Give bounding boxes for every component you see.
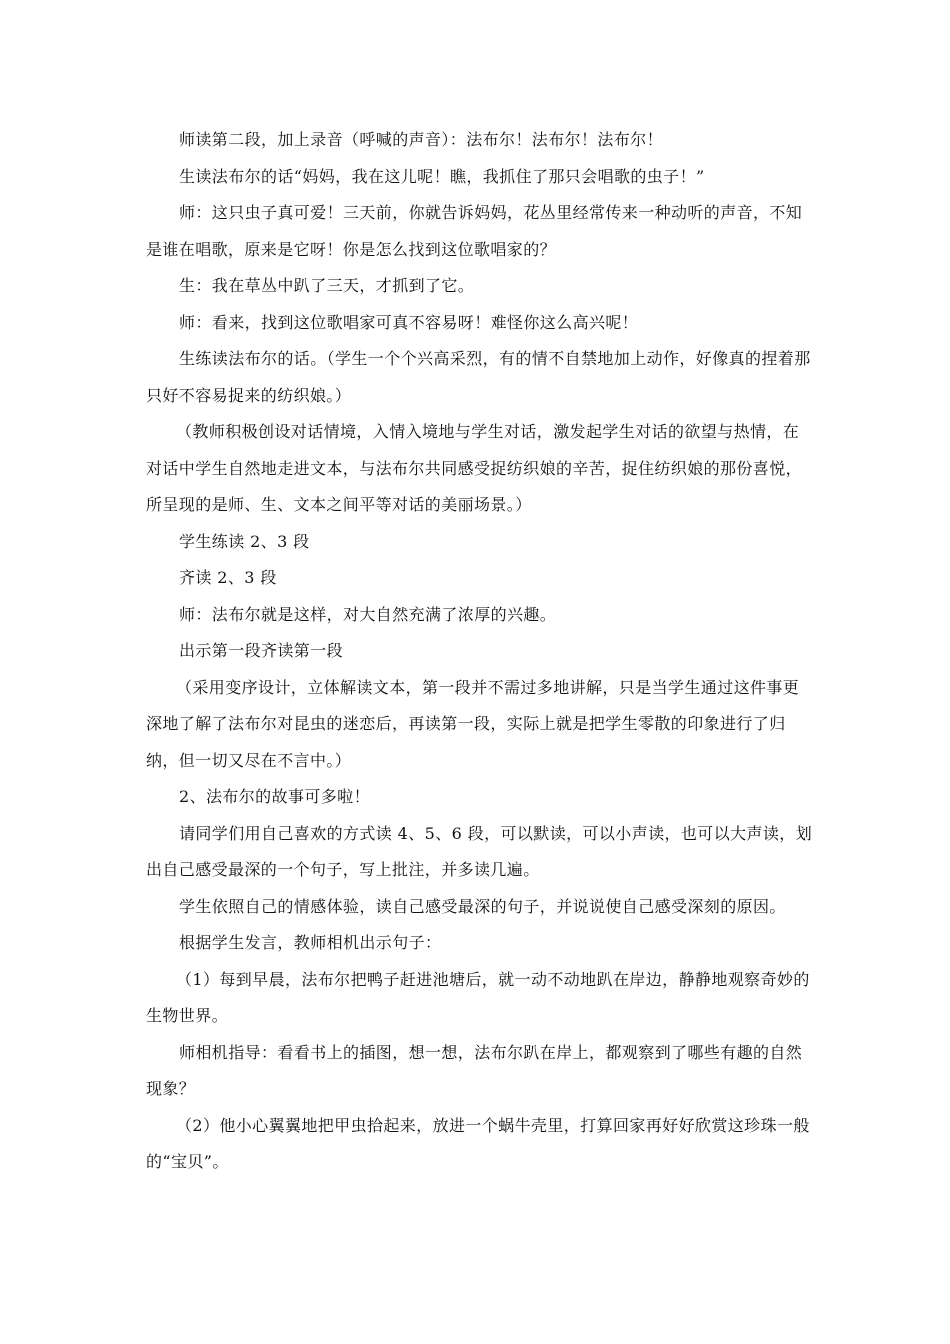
paragraph: 师：法布尔就是这样，对大自然充满了浓厚的兴趣。 [179,604,557,624]
paragraph: 齐读 2、3 段 [179,568,277,587]
quoted-sentence: （2）他小心翼翼地把甲虫拾起来，放进一个蜗牛壳里，打算回家再好好欣赏这珍珠一般的“宝贝”。 [146,1115,810,1171]
paragraph: 生读法布尔的话“妈妈，我在这儿呢！瞧，我抓住了那只会唱歌的虫子！” [179,166,705,186]
paragraph: 根据学生发言，教师相机出示句子： [179,933,442,952]
quoted-sentence: （1）每到早晨，法布尔把鸭子赶进池塘后，就一动不动地趴在岸边，静静地观察奇妙的生物世界。 [146,969,810,1025]
paragraph: 师读第二段，加上录音（呼喊的声音）：法布尔！法布尔！法布尔！ [179,130,664,149]
paragraph: 师相机指导：看看书上的插图，想一想，法布尔趴在岸上，都观察到了哪些有趣的自然现象？ [146,1042,803,1098]
commentary-paragraph: （教师积极创设对话情境，入情入境地与学生对话，激发起学生对话的欲望与热情，在对话中学生自然地走进文本，与法布尔共同感受捉纺织娘的辛苦，捉住纺织娘的那份喜悦，所呈现的是师、生、文本之间平等对话的美丽场景。） [146,422,803,514]
section-heading: 2、法布尔的故事可多啦！ [179,787,370,806]
paragraph: 请同学们用自己喜欢的方式读 4、5、6 段，可以默读，可以小声读，也可以大声读，划出自己感受最深的一个句子，写上批注，并多读几遍。 [146,823,813,879]
paragraph: 师：看来，找到这位歌唱家可真不容易呀！难怪你这么高兴呢！ [179,312,639,332]
paragraph: 出示第一段齐读第一段 [179,641,344,660]
paragraph: 学生练读 2、3 段 [179,531,310,551]
paragraph: 生练读法布尔的话。（学生一个个兴高采烈，有的情不自禁地加上动作，好像真的捏着那只好不容易捉来的纺织娘。） [146,349,811,405]
document-body [146,122,814,1181]
commentary-paragraph: （采用变序设计，立体解读文本，第一段并不需过多地讲解，只是当学生通过这件事更深地了解了法布尔对昆虫的迷恋后，再读第一段，实际上就是把学生零散的印象进行了归纳，但一切又尽在不言中。） [146,677,800,770]
paragraph: 师：这只虫子真可爱！三天前，你就告诉妈妈，花丛里经常传来一种动听的声音，不知是谁在唱歌，原来是它呀！你是怎么找到这位歌唱家的？ [146,203,803,259]
paragraph: 生：我在草丛中趴了三天，才抓到了它。 [179,276,475,295]
paragraph: 学生依照自己的情感体验，读自己感受最深的句子，并说说使自己感受深刻的原因。 [179,896,786,916]
